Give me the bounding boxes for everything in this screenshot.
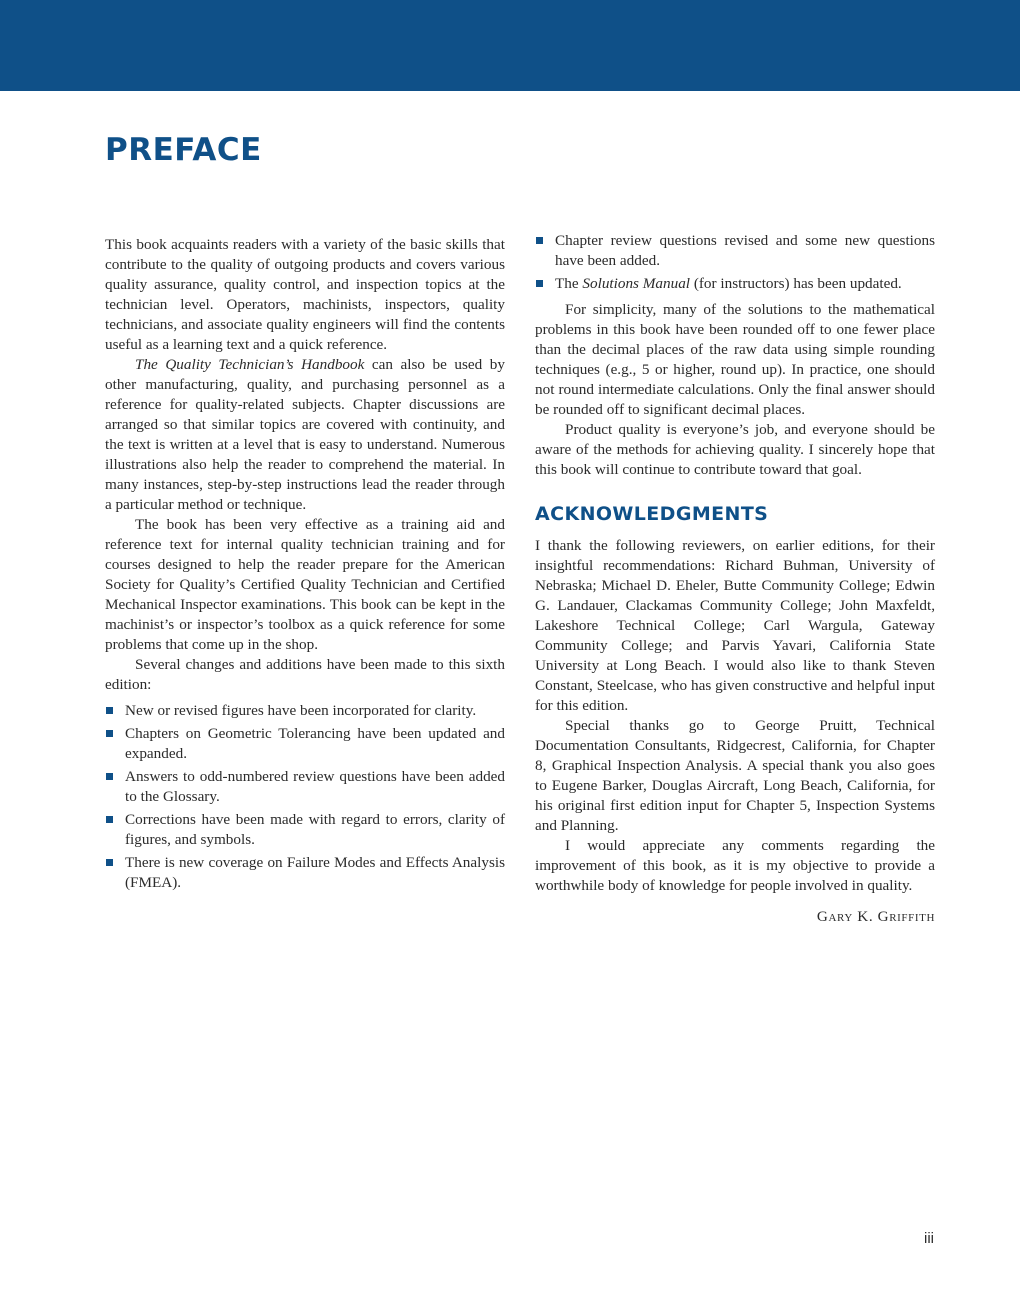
- bullet-square-icon: [536, 237, 543, 244]
- bullet-square-icon: [106, 859, 113, 866]
- handbook-paragraph-text: can also be used by other manufacturing, quality, and purchasing personnel as a reference for quality-related subjects. Chapter discussions are arranged so that similar topics are covered with continuity, and the text is written at a level that is easy to understand. Numerous illustrations also help the reader to comprehend the material. In many instances, step-by-step instructions lead the reader through a particular method or technique.: [105, 356, 505, 513]
- comments-paragraph: I would appreciate any comments regarding the improvement of this book, as it is my objective to provide a worthwhile body of knowledge for people involved in quality.: [535, 837, 935, 894]
- list-item: Answers to odd-numbered review questions have been added to the Glossary.: [105, 767, 505, 807]
- bullet-square-icon: [106, 816, 113, 823]
- list-item: The Solutions Manual (for instructors) has been updated.: [535, 274, 935, 294]
- author-signature: Gary K. Griffith: [816, 908, 935, 925]
- changes-list-continued: [535, 231, 935, 294]
- list-item: There is new coverage on Failure Modes and Effects Analysis (FMEA).: [105, 853, 505, 893]
- bullet-square-icon: [536, 280, 543, 287]
- handbook-paragraph: [105, 355, 505, 515]
- list-item: New or revised figures have been incorporated for clarity.: [105, 701, 505, 721]
- bullet-square-icon: [106, 707, 113, 714]
- list-item: Corrections have been made with regard to errors, clarity of figures, and symbols.: [105, 810, 505, 850]
- changes-intro: Several changes and additions have been made to this sixth edition:: [105, 656, 505, 693]
- training-paragraph: The book has been very effective as a training aid and reference text for internal quality technician training and for courses designed to help the reader prepare for the American Society for Quality’s Certified Quality Technician and Certified Mechanical Inspector examinations. This book can be kept in the machinist’s or inspector’s toolbox as a quick reference for some problems that come up in the shop.: [105, 516, 505, 653]
- solutions-manual-italic: Solutions Manual: [582, 275, 691, 292]
- quality-paragraph: Product quality is everyone’s job, and everyone should be aware of the methods for achieving quality. I sincerely hope that this book will continue to contribute toward that goal.: [535, 421, 935, 478]
- page-number: iii: [924, 1230, 934, 1247]
- header-band: [0, 0, 1020, 91]
- page-title: PREFACE: [105, 132, 262, 168]
- intro-paragraph: This book acquaints readers with a variety of the basic skills that contribute to the quality of outgoing products and covers various quality assurance, quality control, and inspection topics at the technician level. Operators, machinists, inspectors, quality technicians, and associate quality engineers will find the contents useful as a learning text and a quick reference.: [105, 236, 505, 353]
- left-column: [105, 235, 505, 896]
- rounding-paragraph: For simplicity, many of the solutions to the mathematical problems in this book have been rounded off to one fewer place than the decimal places of the raw data using simple rounding techniques (e.g., 5 or higher, round up). In practice, one should not round intermediate calculations. Only the final answer should be rounded off to significant decimal places.: [535, 301, 935, 418]
- acknowledgments-heading: ACKNOWLEDGMENTS: [535, 503, 769, 525]
- reviewers-paragraph: I thank the following reviewers, on earlier editions, for their insightful recommendations: Richard Buhman, University of Nebraska; Michael D. Eheler, Butte Community College; Edwin G. Landauer, Clackamas Community College; John Maxfeldt, Lakeshore Technical College; Carl Wargula, Gateway Community College; and Parvis Yavari, California State University at Long Beach. I would also like to thank Steven Constant, Steelcase, who has given constructive and helpful input for this edition.: [535, 537, 935, 714]
- bullet-square-icon: [106, 730, 113, 737]
- list-item: Chapter review questions revised and some new questions have been added.: [535, 231, 935, 271]
- special-thanks-paragraph: Special thanks go to George Pruitt, Technical Documentation Consultants, Ridgecrest, California, for Chapter 8, Graphical Inspection Analysis. A special thank you also goes to Eugene Barker, Douglas Aircraft, Long Beach, California, for his original first edition input for Chapter 5, Inspection Systems and Planning.: [535, 717, 935, 834]
- bullet-square-icon: [106, 773, 113, 780]
- changes-list: [105, 701, 505, 893]
- book-title-italic: The Quality Technician’s Handbook: [135, 356, 365, 373]
- list-item: Chapters on Geometric Tolerancing have been updated and expanded.: [105, 724, 505, 764]
- right-column: [535, 231, 935, 927]
